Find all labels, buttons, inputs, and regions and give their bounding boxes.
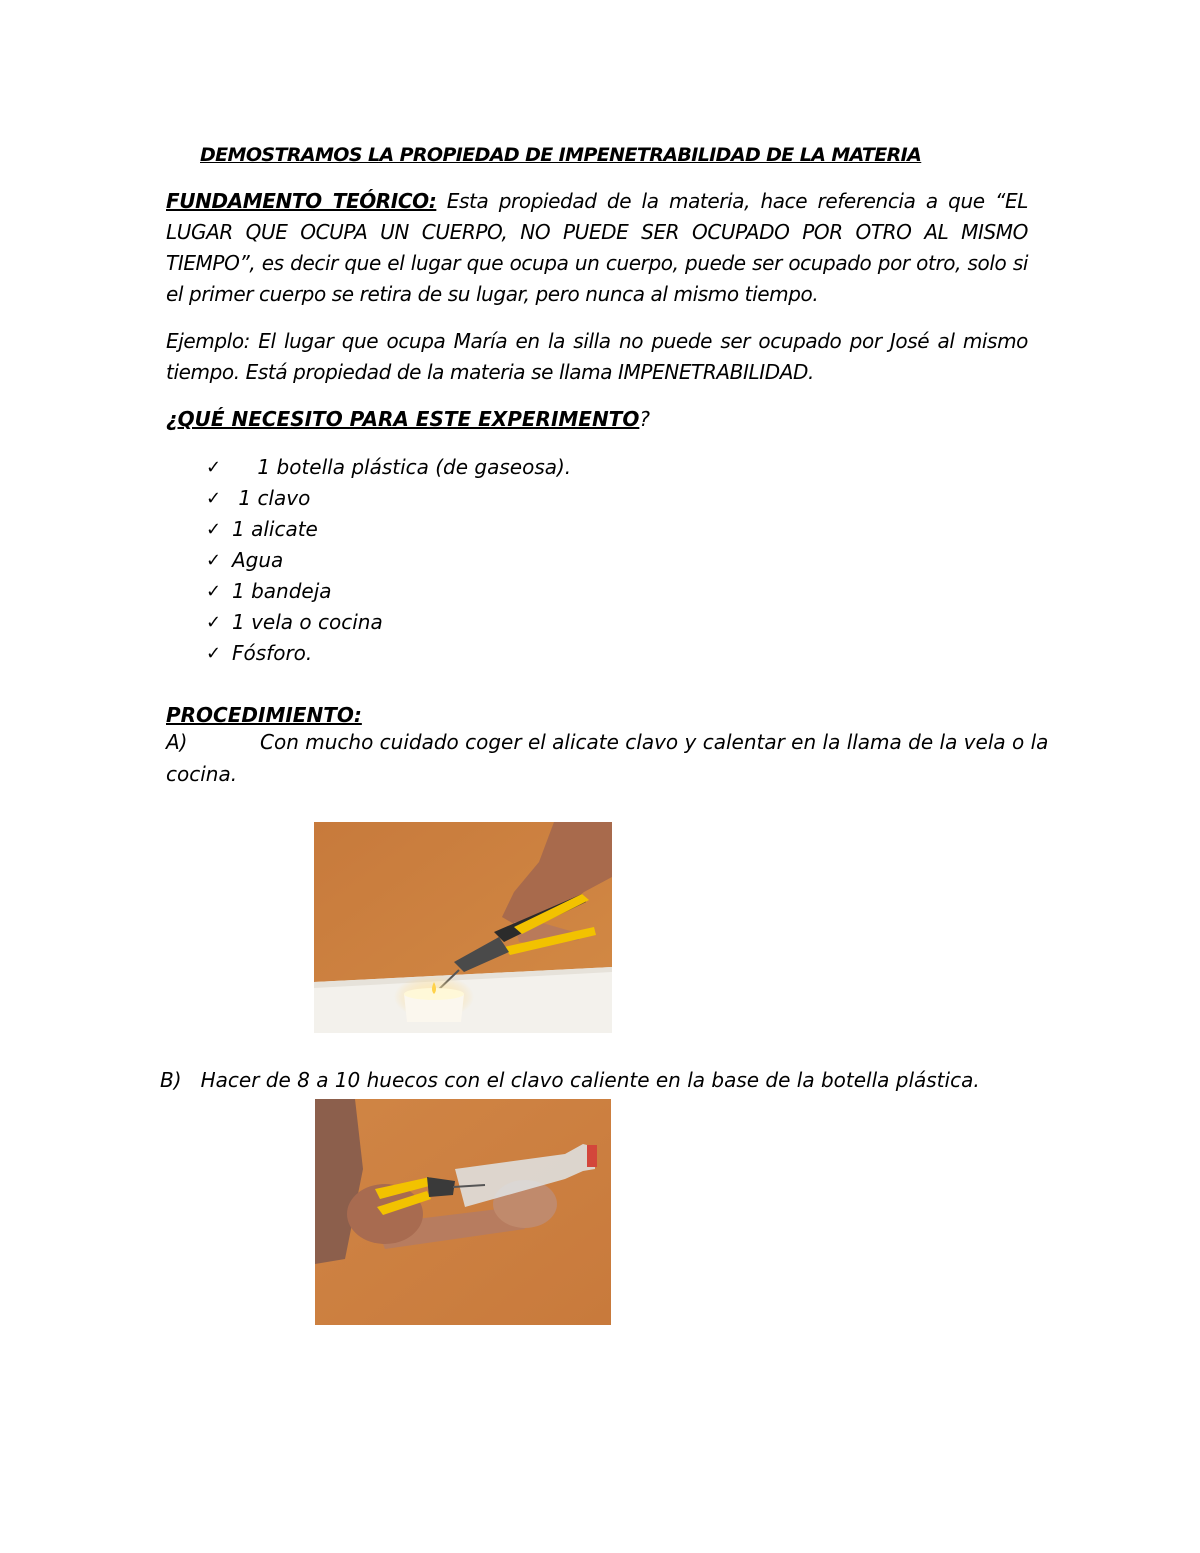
checkmark-icon: ✓ — [206, 581, 222, 602]
page-title: DEMOSTRAMOS LA PROPIEDAD DE IMPENETRABILIDAD DE LA MATERIA — [200, 144, 922, 166]
step-a-continuation: cocina. — [166, 762, 238, 786]
list-item-text: Agua — [232, 548, 284, 572]
list-item — [206, 483, 571, 514]
photo-heating-nail — [314, 822, 612, 1033]
checkmark-icon: ✓ — [206, 519, 222, 540]
list-item-text: Fósforo. — [232, 641, 313, 665]
list-item-text: 1 vela o cocina — [232, 610, 383, 634]
materiales-heading — [166, 404, 650, 435]
checkmark-icon: ✓ — [206, 457, 222, 478]
list-item — [206, 545, 571, 576]
checkmark-icon: ✓ — [206, 643, 222, 664]
checkmark-icon: ✓ — [206, 550, 222, 571]
materials-list — [206, 452, 571, 669]
step-a-text: Con mucho cuidado coger el alicate clavo y calentar en la llama de la vela o la — [260, 730, 1049, 754]
photo-piercing-bottle — [315, 1099, 611, 1325]
list-item — [206, 514, 571, 545]
list-item-text: 1 clavo — [232, 486, 311, 510]
step-b-text: B) Hacer de 8 a 10 huecos con el clavo caliente en la base de la botella plástica. — [160, 1068, 980, 1092]
fundamento-label: FUNDAMENTO TEÓRICO: — [166, 189, 437, 213]
list-item — [206, 607, 571, 638]
list-item — [206, 576, 571, 607]
materiales-heading-text: ¿QUÉ NECESITO PARA ESTE EXPERIMENTO — [166, 407, 640, 431]
list-item-text: 1 alicate — [232, 517, 318, 541]
list-item-text: 1 bandeja — [232, 579, 332, 603]
checkmark-icon: ✓ — [206, 488, 222, 509]
list-item — [206, 452, 571, 483]
checkmark-icon: ✓ — [206, 612, 222, 633]
materiales-heading-suffix: ? — [639, 407, 650, 431]
fundamento-text: Esta propiedad de la materia, hace referencia a que “EL LUGAR QUE OCUPA UN CUERPO, NO PUEDE SER OCUPADO POR OTRO AL MISMO TIEMPO”, es decir que el lugar que ocupa un cuerpo, puede ser ocupado por otro, solo si el primer cuerpo se retira de su lugar, pero nunca al mismo tiempo. — [166, 189, 1028, 306]
procedimiento-heading: PROCEDIMIENTO: — [166, 703, 362, 727]
list-item — [206, 638, 571, 669]
step-a-letter: A) — [166, 730, 188, 754]
ejemplo-paragraph: Ejemplo: El lugar que ocupa María en la silla no puede ser ocupado por José al mismo tiempo. Está propiedad de la materia se llama IMPENETRABILIDAD. — [166, 329, 1028, 384]
fundamento-paragraph — [166, 186, 1028, 310]
list-item-text: 1 botella plástica (de gaseosa). — [232, 455, 572, 479]
